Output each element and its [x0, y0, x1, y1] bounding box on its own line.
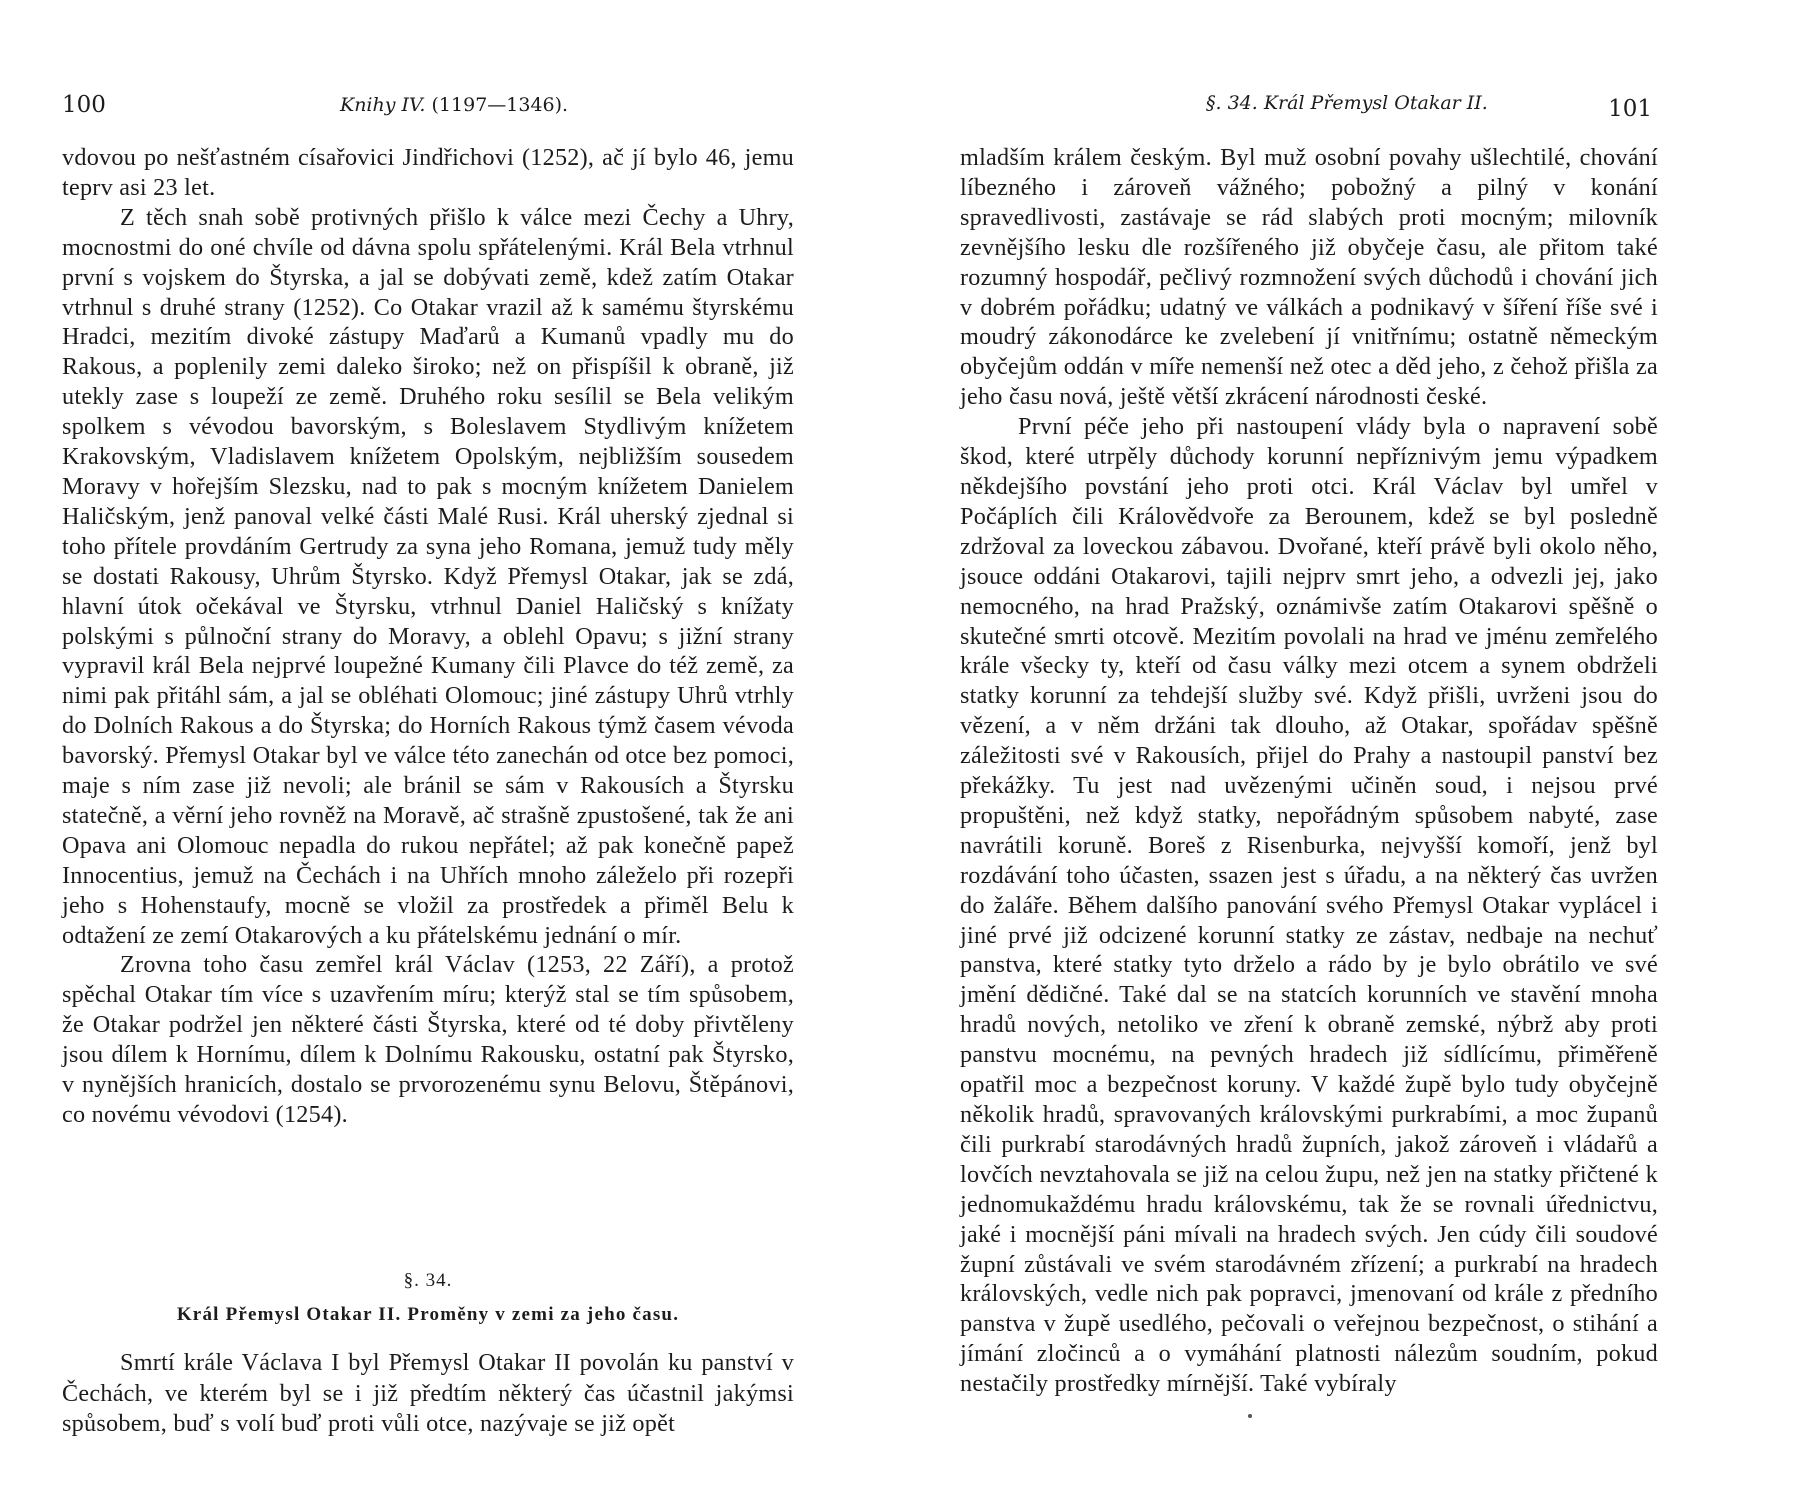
paragraph: mladším králem českým. Byl muž osobní povahy ušlechtilé, chování líbezného i zároveň vážného; pobožný a pilný v konání spravedlivosti, zastávaje se rád slabých proti mocným; milovník zevnějšího lesku dle rozšířeného již obyčeje času, ale přitom také rozumný hospodář, pečlivý rozmnožení svých důchodů i chování jich v dobrém pořádku; udatný ve válkách a podnikavý v šíření říše své i moudrý zákonodárce ke zvelebení jí vnitřnímu; ostatně německým obyčejům oddán v míře nemenší než otec a děd jeho, z čehož přišla za jeho času nová, ještě větší zkrácení národnosti české. — [960, 144, 1658, 411]
running-head — [0, 92, 800, 132]
running-head-title: §. 34. Král Přemysl Otakar II. — [1206, 92, 1488, 114]
section-title: Král Přemysl Otakar II. Proměny v zemi za jeho času. — [176, 1304, 680, 1325]
running-head-title — [340, 94, 568, 116]
right-body-text — [960, 143, 1658, 1399]
section-number: §. 34. — [403, 1270, 453, 1291]
paragraph: Z těch snah sobě protivných přišlo k válce mezi Čechy a Uhry, mocnostmi do oné chvíle od dávna spolu spřátelenými. Král Bela vtrhnul první s vojskem do Štyrska, a jal se dobývati země, kdež zatím Otakar vtrhnul s druhé strany (1252). Co Otakar vrazil až k samému štyrskému Hradci, mezitím divoké zástupy Maďarů a Kumanů vpadly mu do Rakous, a poplenily zemi daleko široko; než on přispíšil k obraně, již utekly zase s loupeží ze země. Druhého roku sesílil se Bela velikým spolkem s vévodou bavorským, s Boleslavem Stydlivým knížetem Krakovským, Vladislavem knížetem Opolským, nejbližším sousedem Moravy v hořejším Slezsku, nad to pak s mocným knížetem Danielem Haličským, jenž panoval velké části Malé Rusi. Král uherský zjednal si toho přítele provdáním Gertrudy za syna jeho Romana, jemuž tudy měly se dostati Rakousy, Uhrům Štyrsko. Když Přemysl Otakar, jak se zdá, hlavní útok očekával ve Štyrsku, vtrhnul Daniel Haličský s knížaty polskými s půlnoční strany do Moravy, a oblehl Opavu; s jižní strany vypravil král Bela nejprvé loupežné Kumany čili Plavce do též země, za nimi pak přitáhl sám, a jal se obléhati Olomouc; jiné zástupy Uhrů vtrhly do Dolních Rakous a do Štyrska; do Horních Rakous týmž časem vévoda bavorský. Přemysl Otakar byl ve válce této zanechán od otce bez pomoci, maje s ním zase již nevoli; ale bránil se sám v Rakousích a Štyrsku statečně, a věrní jeho rovněž na Moravě, ač strašně zpustošené, tak že ani Opava ani Olomouc nepadla do rukou nepřátel; až pak konečně papež Innocentius, jemuž na Čechách i na Uhřích mnoho záleželo při rozepři jeho s Hohenstaufy, mocně se vložil za prostředek a přiměl Belu k odtažení ze zemí Otakarových a ku přátelskému jednání o mír. — [62, 203, 794, 949]
paragraph: První péče jeho při nastoupení vlády byla o napravení sobě škod, které utrpěly důchody korunní nepříznivým jemu výpadkem někdejšího povstání jeho proti otci. Král Václav byl umřel v Počáplích čili Královědvoře za Berounem, kdež se byl posledně zdržoval za loveckou zábavou. Dvořané, kteří právě byli okolo něho, jsouce oddáni Otakarovi, tajili nejprv smrt jeho, a odvezli jej, jako nemocného, na hrad Pražský, oznámivše zatím Otakarovi spěšně o skutečné smrti otcově. Mezitím povolali na hrad ve jménu zemřelého krále všecky ty, kteří od času války mezi otcem a synem obdrželi statky korunní za tehdejší služby své. Když přišli, uvrženi jsou do vězení, a v něm držáni tak dlouho, až Otakar, spořádav spěšně záležitosti své v Rakousích, přijel do Prahy a nastoupil panství bez překážky. Tu jest nad uvězenými učiněn soud, i nejsou prvé propuštěni, než když statky, nepořádným spůsobem nabyté, zase navrátili koruně. Boreš z Risenburka, nejvyšší komoří, jenž byl rozdávání toho účasten, ssazen jest s úřadu, a na některý čas uvržen do žaláře. Během dalšího panování svého Přemysl Otakar vyplácel i jiné prvé již odcizené korunní statky ze zástav, nedbaje na nechuť panstva, které statky tyto drželo a rádo by je bylo obrátilo ve své jmění dědičné. Také dal se na statcích korunních ve stavění mnoha hradů nových, netoliko ve zření k obraně zemské, nýbrž aby proti panstvu mocnému, na pevných hradech již sídlícímu, přiměřeně opatřil moc a bezpečnost koruny. V každé župě bylo tudy obyčejně několik hradů, spravovaných královskými purkrabími, a moc županů čili purkrabí starodávných hradů župních, jakož zároveň i vládařů a lovčích nevztahovala se již na celou župu, než jen na statky přičtené k jednomukaždému hradu královskému, tak že se rovnali úřednictvu, jaké i mocnější páni mívali na hradech svých. Jen cúdy čili soudové župní zůstávali ve svém starodávném zřízení; a purkrabí na hradech královských, vedle nich pak popravci, jmenovaní od krále z předního panstva v župě usedlého, pečovali o veřejnou bezpečnost, o stihání a jímání zločinců a o vymáhání platnosti nálezům soudním, pokud nestačily prostředky mírnější. Také vybíraly — [960, 413, 1658, 1398]
section-paragraph: Smrtí krále Václava I byl Přemysl Otakar II povolán ku panství v Čechách, ve kterém byl se i již předtím některý čas účastnil jakýmsi spůsobem, buď s volí buď proti vůli otce, nazývaje se již opět — [62, 1349, 794, 1437]
section-block — [62, 1270, 794, 1440]
running-head — [900, 92, 1700, 132]
page-number: 100 — [62, 92, 106, 118]
right-page — [900, 0, 1700, 1500]
page-number: 101 — [1608, 96, 1652, 122]
paragraph: Zrovna toho času zemřel král Václav (1253, 22 Září), a protož spěchal Otakar tím více s uzavřením míru; kterýž stal se tím spůsobem, že Otakar podržel jen některé části Štyrska, které od té doby přivtěleny jsou dílem k Hornímu, dílem k Dolnímu Rakousku, ostatní pak Štyrsko, v nynějších hranicích, dostalo se prvorozenému synu Belovu, Štěpánovi, co novému vévodovi (1254). — [62, 951, 794, 1128]
print-mark — [1248, 1414, 1252, 1418]
running-head-italic: Knihy IV. — [340, 94, 426, 116]
running-head-dates: (1197—1346). — [431, 94, 569, 116]
left-page — [0, 0, 800, 1500]
paragraph: vdovou po nešťastném císařovici Jindřichovi (1252), ač jí bylo 46, jemu teprv asi 23 let. — [62, 144, 794, 201]
left-body-text — [62, 143, 794, 1130]
